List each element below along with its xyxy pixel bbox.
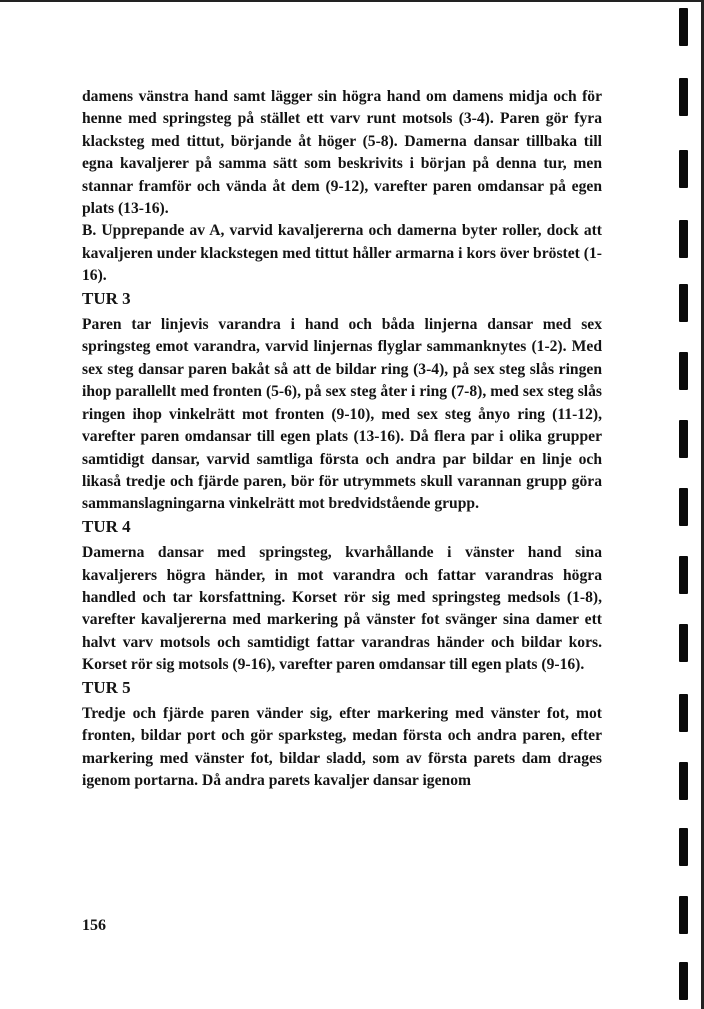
binding-mark — [679, 150, 688, 188]
binding-mark — [679, 220, 688, 258]
part-b-paragraph: B. Upprepande av A, varvid kavaljererna och damerna byter roller, dock att kavaljeren under klackstegen med tittut håller armarna i kors över bröstet (1-16). — [82, 222, 602, 285]
binding-mark — [679, 284, 688, 322]
section-heading-tur-4: TUR 4 — [82, 516, 131, 536]
binding-mark — [679, 488, 688, 526]
intro-paragraph: damens vänstra hand samt lägger sin högra hand om damens midja och för henne med springsteg på stället ett varv runt motsols (3-4). Paren gör fyra klacksteg med tittut, börjande åt höger (5-8). Damerna dansar tillbaka till egna kavaljerer på samma sätt som beskrivits i början på denna tur, men stannar framför och vända åt dem (9-12), varefter paren omdansar på egen plats (13-16). — [82, 88, 602, 218]
page-number: 156 — [82, 917, 106, 934]
section-heading-tur-3: TUR 3 — [82, 288, 131, 308]
page-text — [82, 86, 602, 793]
margin-binding-marks — [675, 0, 693, 1009]
binding-mark — [679, 420, 688, 458]
binding-mark — [679, 762, 688, 800]
binding-mark — [679, 694, 688, 732]
binding-mark — [679, 78, 688, 116]
binding-mark — [679, 896, 688, 934]
binding-mark — [679, 828, 688, 866]
section-text-tur-3: Paren tar linjevis varandra i hand och båda linjerna dansar med sex springsteg emot varandra, varvid linjernas flyglar sammanknytes (1-2). Med sex steg dansar paren bakåt så att de bildar ring (3-4), på sex steg slås ringen ihop parallellt med fronten (5-6), på sex steg åter i ring (7-8), med sex steg slås ringen ihop vinkelrätt mot fronten (9-10), med sex steg ånyo ring (11-12), varefter paren omdansar till egen plats (13-16). Då flera par i olika grupper samtidigt dansar, varvid samtliga första och andra par bildar en linje och likaså tredje och fjärde paren, bör för utrymmets skull varannan grupp göra sammanslagningarna vinkelrätt mot bredvidstående grupp. — [82, 316, 602, 513]
binding-mark — [679, 624, 688, 662]
section-heading-tur-5: TUR 5 — [82, 677, 131, 697]
section-text-tur-5: Tredje och fjärde paren vänder sig, efter markering med vänster fot, mot fronten, bildar port och gör sparksteg, medan första och andra paren, efter markering med vänster fot, bildar sladd, som av första parets dam drages igenom portarna. Då andra parets kavaljer dansar igenom — [82, 704, 602, 790]
section-text-tur-4: Damerna dansar med springsteg, kvarhållande i vänster hand sina kavaljerers högra händer, in mot varandra och fattar varandras högra handled och tar korsfattning. Korset rör sig med springsteg medsols (1-8), varefter kavaljererna med markering på vänster fot svänger sina damer ett halvt varv motsols och samtidigt fattar varandras händer och bildar kors. Korset rör sig motsols (9-16), varefter paren omdansar till egen plats (9-16). — [82, 544, 602, 674]
binding-mark — [679, 962, 688, 1000]
binding-mark — [679, 556, 688, 594]
binding-mark — [679, 8, 688, 46]
binding-mark — [679, 352, 688, 390]
